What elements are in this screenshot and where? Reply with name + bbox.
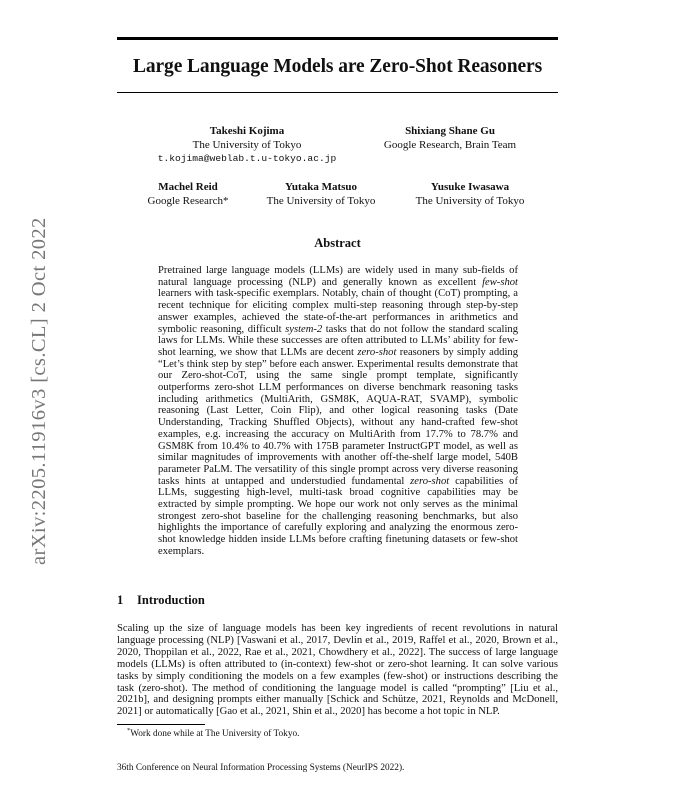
author-name: Takeshi Kojima <box>209 125 285 137</box>
author-block <box>258 181 384 208</box>
author-block <box>147 125 347 166</box>
paper-title: Large Language Models are Zero-Shot Reasoners <box>132 56 543 77</box>
section-title: Introduction <box>137 593 205 607</box>
footnote-rule <box>117 724 205 725</box>
abstract-body: Pretrained large language models (LLMs) are widely used in many sub-fields of natural language processing (NLP) and generally known as excellent few-shot learners with task-specific exemplars. Notably, chain of thought (CoT) prompting, a recent technique for eliciting complex multi-step reasoning through step-by-step answer examples, achieved the state-of-the-art performances in arithmetics and symbolic reasoning, difficult system-2 tasks that do not follow the standard scaling laws for LLMs. While these successes are often attributed to LLMs’ ability for few-shot learning, we show that LLMs are decent zero-shot reasoners by simply adding “Let’s think step by step” before each answer. Experimental results demonstrate that our Zero-shot-CoT, using the same single prompt template, significantly outperforms zero-shot LLM performances on diverse benchmark reasoning tasks including arithmetics (MultiArith, GSM8K, AQUA-RAT, SVAMP), symbolic reasoning (Last Letter, Coin Flip), and other logical reasoning tasks (Date Understanding, Tracking Shuffled Objects), without any hand-crafted few-shot examples, e.g. increasing the accuracy on MultiArith from 17.7% to 78.7% and GSM8K from 10.4% to 40.7% with 175B parameter InstructGPT model, as well as similar magnitudes of improvements with another off-the-shelf large model, 540B parameter PaLM. The versatility of this single prompt across very diverse reasoning tasks hints at untapped and understudied fundamental zero-shot capabilities of LLMs, suggesting high-level, multi-task broad cognitive capabilities may be extracted by simple prompting. We hope our work not only serves as the minimal strongest zero-shot baseline for the challenging reasoning benchmarks, but also highlights the importance of carefully exploring and analyzing the enormous zero-shot knowledge hidden inside LLMs before crafting finetuning datasets or few-shot exemplars. <box>158 265 518 557</box>
author-block <box>370 125 530 152</box>
conference-note: 36th Conference on Neural Information Processing Systems (NeurIPS 2022). <box>117 763 405 773</box>
author-name: Yutaka Matsuo <box>284 181 358 193</box>
author-name: Yusuke Iwasawa <box>430 181 510 193</box>
author-block <box>405 181 535 208</box>
author-affiliation: The University of Tokyo <box>415 194 525 207</box>
author-affiliation: Google Research, Brain Team <box>383 138 517 151</box>
introduction-paragraph: Scaling up the size of language models has been key ingredients of recent revolutions in natural language processing (NLP) [Vaswani et al., 2017, Devlin et al., 2019, Raffel et al., 2020, Brown et al., 2020, Thoppilan et al., 2022, Rae et al., 2021, Chowdhery et al., 2022]. The success of large language models (LLMs) is often attributed to (in-context) few-shot or zero-shot learning. It can solve various tasks by simply conditioning the models on a few examples (few-shot) or instructions describing the task (zero-shot). The method of conditioning the language model is called “prompting” [Liu et al., 2021b], and designing prompts either manually [Schick and Schütze, 2021, Reynolds and McDonell, 2021] or automatically [Gao et al., 2021, Shin et al., 2020] has become a hot topic in NLP. <box>117 623 558 718</box>
author-email: t.kojima@weblab.t.u-tokyo.ac.jp <box>157 153 337 164</box>
title-bottom-rule <box>117 92 558 93</box>
section-number: 1 <box>117 593 124 607</box>
author-affiliation: The University of Tokyo <box>192 138 302 151</box>
title-top-rule <box>117 37 558 40</box>
footnote <box>127 727 299 739</box>
author-block <box>128 181 248 208</box>
abstract-heading: Abstract <box>314 236 361 250</box>
arxiv-identifier: arXiv:2205.11916v3 [cs.CL] 2 Oct 2022 <box>28 217 50 565</box>
author-affiliation: The University of Tokyo <box>266 194 376 207</box>
footnote-mark: * <box>127 727 131 734</box>
footnote-text: Work done while at The University of Tokyo. <box>130 729 300 740</box>
author-name: Machel Reid <box>158 181 218 193</box>
section-heading <box>117 593 205 608</box>
author-affiliation: Google Research* <box>147 194 229 207</box>
author-name: Shixiang Shane Gu <box>405 125 495 137</box>
